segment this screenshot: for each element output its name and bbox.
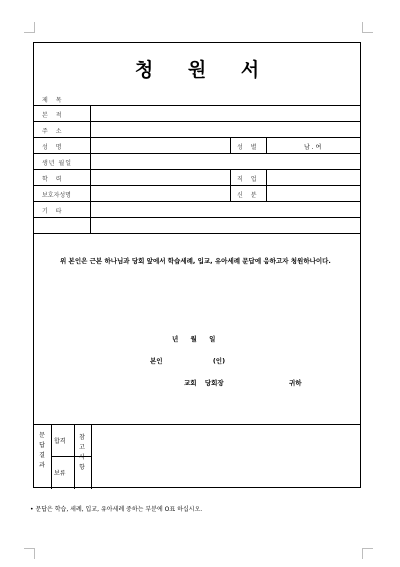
row-line [34,121,360,122]
col-line [266,169,267,201]
col-line [230,169,231,201]
row-line [34,137,360,138]
crop-mark-bottom-left [24,548,35,559]
row-line [34,169,360,170]
notes-heading: 참 고 사 항 [79,434,85,471]
row-line [34,153,360,154]
crop-mark-top-left [24,22,35,33]
row-line [34,201,360,202]
label-title-row: 제 목 [42,97,65,104]
col-line [90,105,91,233]
row-line [34,233,360,234]
col-line [91,424,92,489]
pass-label: 합격 [54,438,66,445]
label-birth: 생년 월일 [42,160,73,167]
addressee-suffix: 귀하 [289,379,302,387]
date-line: 년 월 일 [172,335,216,343]
hold-label: 보류 [54,470,66,477]
petition-form [33,42,361,488]
row-line [34,105,360,106]
label-job: 직 업 [237,176,260,183]
label-gender: 성 별 [237,144,260,151]
row-line [34,424,360,425]
crop-mark-top-right [362,22,373,33]
label-origin: 본 적 [42,112,65,119]
footnote: • 문답은 학습, 세례, 입교, 유아세례 중하는 부분에 O표 하십시오. [30,506,203,513]
addressee: 교회 당회장 [184,379,224,387]
signer-line: 본인 (인) [150,357,226,365]
petition-body: 위 본인은 근본 하나님과 당회 앞에서 학습세례, 입교, 유아세례 문답에 응하고자 청원하나이다. [60,257,331,265]
label-school: 학 력 [42,176,65,183]
col-line [230,137,231,153]
col-line [266,137,267,153]
label-address: 주 소 [42,128,65,135]
form-title: 청 원 서 [134,59,274,81]
gender-value: 남 . 여 [304,144,322,151]
label-relation: 신 분 [237,192,260,199]
result-heading: 문 답 결 과 [39,432,45,469]
row-line [34,185,360,186]
label-etc: 기 타 [42,208,65,215]
row-line [34,217,360,218]
label-guardian: 보호자성명 [42,192,71,199]
label-name: 성 명 [42,144,65,151]
crop-mark-bottom-right [362,548,373,559]
